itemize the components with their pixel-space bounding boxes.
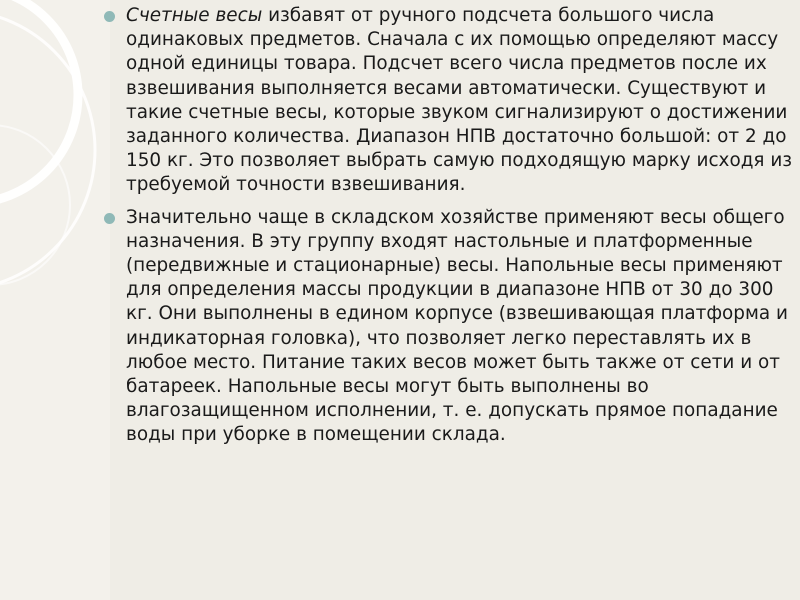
bullet-item-general-scales (104, 206, 794, 448)
bullet-marker-icon (104, 213, 115, 224)
bullet-text: Значительно чаще в складском хозяйстве применяют весы общего назначения. В эту группу входят настольные и платформенные (передвижные и стационарные) весы. Напольные весы применяют для определения массы продукции в диапазоне НПВ от 30 до 300 кг. Они выполнены в едином корпусе (взвешивающая платформа и индикаторная головка), что позволяет легко переставлять их в любое место. Питание таких весов может быть также от сети и от батареек. Напольные весы могут быть выполнены во влагозащищенном исполнении, т. е. допускать прямое попадание воды при уборке в помещении склада. (126, 206, 788, 446)
bullet-term: Счетные весы (126, 5, 263, 26)
bullet-list (104, 4, 794, 456)
bullet-marker-icon (104, 11, 115, 22)
bullet-item-counting-scales (104, 4, 794, 198)
bullet-text: избавят от ручного подсчета большого числа одинаковых предметов. Сначала с их помощью определяют массу одной единицы товара. Подсчет всего числа предметов после их взвешивания выполняется весами автоматически. Существуют и такие счетные весы, которые звуком сигнализируют о достижении заданного количества. Диапазон НПВ достаточно большой: от 2 до 150 кг. Это позволяет выбрать самую подходящую марку исходя из требуемой точности взвешивания. (126, 5, 793, 196)
